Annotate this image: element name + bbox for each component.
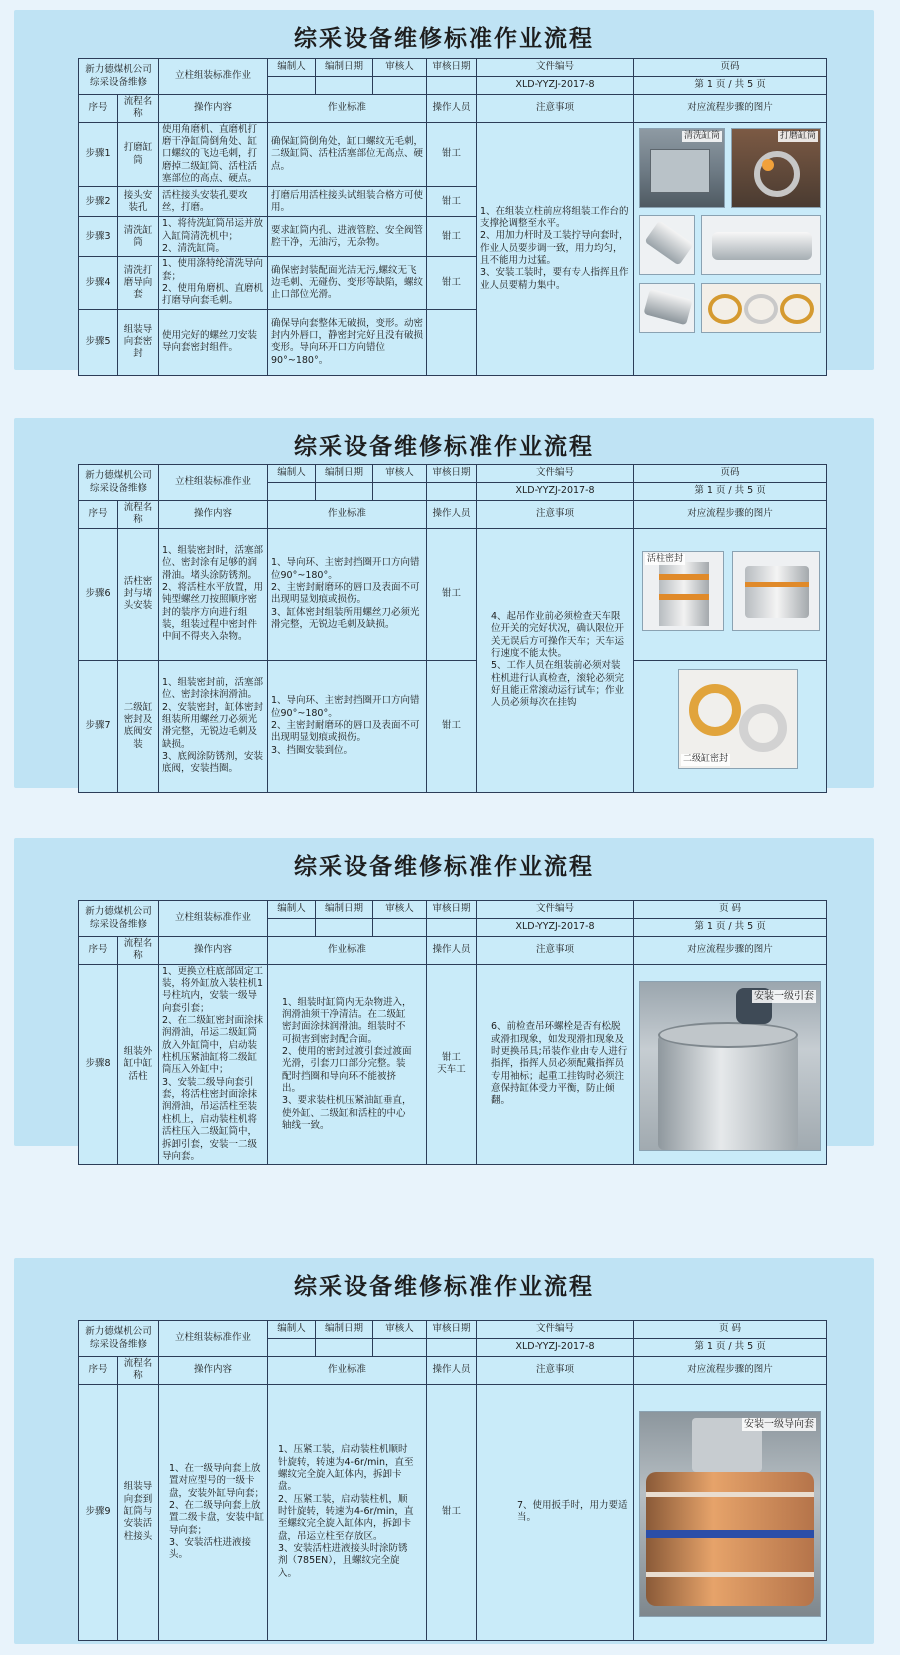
photo-guide-sleeve-1 xyxy=(639,215,695,275)
panel-1 xyxy=(14,10,874,370)
review-date-label: 审核日期 xyxy=(427,1321,477,1339)
work-name: 立柱组装标准作业 xyxy=(159,465,268,501)
company-cell: 新力德煤机公司 综采设备维修 xyxy=(79,465,159,501)
step-standard: 1、组装时缸筒内无杂物进入，润滑油须干净清洁。在二级缸密封面涂抹润滑油。组装时不可损害到密封配合面。 2、使用的密封过渡引套过渡面光滑，引套刀口部分完整。装配时挡圈和导向环不能被挤出。 3、要求装柱机压紧油缸垂直，使外缸、二级缸和活柱的中心轴线一致。 xyxy=(268,964,427,1165)
step-name: 组装外缸中缸活柱 xyxy=(118,964,159,1165)
col-standard: 作业标准 xyxy=(268,1357,427,1385)
step-operation: 1、组装密封前，活塞部位、密封涂抹润滑油。 2、安装密封，缸体密封组装所用螺丝刀必须光滑完整，无锐边毛刺及缺损。 3、底阀涂防锈剂，安装底阀，安装挡圈。 xyxy=(159,660,268,792)
col-photos: 对应流程步骤的图片 xyxy=(634,95,827,123)
photos-cell xyxy=(634,528,827,660)
photo-install-guide-sleeve xyxy=(639,981,821,1151)
doc-no: XLD-YYZJ-2017-8 xyxy=(477,77,634,95)
step-name: 打磨缸筒 xyxy=(118,122,159,187)
panel-3 xyxy=(14,838,874,1162)
photo-piston-seal xyxy=(642,551,724,631)
doc-no: XLD-YYZJ-2017-8 xyxy=(477,1339,634,1357)
editor-label: 编制人 xyxy=(268,465,316,483)
photo-label: 清洗缸筒 xyxy=(684,130,721,141)
procedure-table xyxy=(78,58,827,376)
page-label: 页 码 xyxy=(634,901,827,919)
photo-second-stage-seal xyxy=(678,669,798,769)
step-number: 步骤9 xyxy=(79,1384,118,1640)
col-operator: 操作人员 xyxy=(427,95,477,123)
panel-title: 综采设备维修标准作业流程 xyxy=(294,854,594,880)
col-operator: 操作人员 xyxy=(427,1357,477,1385)
panel-title: 综采设备维修标准作业流程 xyxy=(294,1274,594,1300)
photo-piston-head xyxy=(732,551,820,631)
procedure-table xyxy=(78,464,827,793)
editor-label: 编制人 xyxy=(268,1321,316,1339)
step-operation: 使用完好的螺丝刀安装导向套密封组件。 xyxy=(159,309,268,375)
col-process: 流程名称 xyxy=(118,95,159,123)
page-label: 页码 xyxy=(634,59,827,77)
review-date-label: 审核日期 xyxy=(427,465,477,483)
notes-cell: 7、使用扳手时，用力要适当。 xyxy=(477,1384,634,1640)
step-operator: 钳工 天车工 xyxy=(427,964,477,1165)
photo-wash-cylinder xyxy=(639,128,725,208)
page-value: 第 1 页 / 共 5 页 xyxy=(634,483,827,501)
step-name: 清洗打磨导向套 xyxy=(118,257,159,309)
work-name: 立柱组装标准作业 xyxy=(159,1321,268,1357)
col-notes: 注意事项 xyxy=(477,937,634,965)
photo-label: 安装一级导向套 xyxy=(744,1418,815,1430)
col-operation: 操作内容 xyxy=(159,1357,268,1385)
step-standard: 1、压紧工装，启动装柱机顺时针旋转，转速为4-6r/min，直至螺纹完全旋入缸体内，拆卸卡盘。 2、压紧工装，启动装柱机，顺时针旋转，转速为4-6r/min，直至螺纹完全旋入缸体内，拆卸卡盘，吊运立柱至存放区。 3、安装活柱进液接头时涂防锈剂（785EN），且螺纹完全旋入。 xyxy=(268,1384,427,1640)
col-seq: 序号 xyxy=(79,1357,118,1385)
col-process: 流程名称 xyxy=(118,937,159,965)
col-operation: 操作内容 xyxy=(159,501,268,529)
page-value: 第 1 页 / 共 5 页 xyxy=(634,919,827,937)
photo-label: 打磨缸筒 xyxy=(780,130,817,141)
company-cell: 新力德煤机公司 综采设备维修 xyxy=(79,901,159,937)
photo-label: 二级缸密封 xyxy=(683,754,729,764)
step-operator: 钳工 xyxy=(427,217,477,257)
notes-cell: 6、前检查吊环螺栓是否有松脱或滑扣现象，如发现滑扣现象及时更换吊具;吊装作业由专人进行指挥，指挥人员必须配戴指挥员专用袖标；起重工挂钩时必须注意保持缸体受力平衡，防止倾翻。 xyxy=(477,964,634,1165)
doc-no-label: 文件编号 xyxy=(477,465,634,483)
review-date-label: 审核日期 xyxy=(427,59,477,77)
step-operator xyxy=(427,309,477,375)
editor-label: 编制人 xyxy=(268,901,316,919)
editor-label: 编制人 xyxy=(268,59,316,77)
panel-2 xyxy=(14,418,874,788)
step-standard: 确保缸筒倒角处，缸口螺纹无毛刺，二级缸筒、活柱活塞部位无高点、硬点。 xyxy=(268,122,427,187)
col-standard: 作业标准 xyxy=(268,501,427,529)
step-name: 组装导向套到缸筒与安装活柱接头 xyxy=(118,1384,159,1640)
edit-date-label: 编制日期 xyxy=(316,59,373,77)
col-standard: 作业标准 xyxy=(268,937,427,965)
photos-cell xyxy=(634,1384,827,1640)
page-value: 第 1 页 / 共 5 页 xyxy=(634,1339,827,1357)
step-number: 步骤4 xyxy=(79,257,118,309)
step-number: 步骤8 xyxy=(79,964,118,1165)
procedure-table xyxy=(78,1320,827,1641)
col-standard: 作业标准 xyxy=(268,95,427,123)
photo-seal-parts-1 xyxy=(639,283,695,333)
col-operator: 操作人员 xyxy=(427,937,477,965)
photo-label: 活柱密封 xyxy=(647,553,684,564)
photos-cell xyxy=(634,660,827,792)
step-operator: 钳工 xyxy=(427,660,477,792)
col-photos: 对应流程步骤的图片 xyxy=(634,1357,827,1385)
step-standard: 要求缸筒内孔、进液管腔、安全阀管腔干净，无油污，无杂物。 xyxy=(268,217,427,257)
procedure-table xyxy=(78,900,827,1165)
step-number: 步骤5 xyxy=(79,309,118,375)
step-operation: 1、将待洗缸筒吊运并放入缸筒清洗机中； 2、清洗缸筒。 xyxy=(159,217,268,257)
doc-no: XLD-YYZJ-2017-8 xyxy=(477,483,634,501)
step-operation: 使用角磨机、直磨机打磨干净缸筒倒角处、缸口螺纹的飞边毛刺，打磨掉二级缸筒、活柱活塞部位的高点、硬点。 xyxy=(159,122,268,187)
reviewer-label: 审核人 xyxy=(373,1321,427,1339)
step-name: 活柱密封与堵头安装 xyxy=(118,528,159,660)
step-operator: 钳工 xyxy=(427,257,477,309)
doc-no-label: 文件编号 xyxy=(477,901,634,919)
step-standard: 确保导向套整体无破损，变形。动密封内外唇口，静密封完好且没有破损变形。导向环开口方向错位90°~180°。 xyxy=(268,309,427,375)
step-standard: 打磨后用活柱接头试组装合格方可使用。 xyxy=(268,187,427,217)
reviewer-label: 审核人 xyxy=(373,59,427,77)
panel-title: 综采设备维修标准作业流程 xyxy=(294,434,594,460)
step-standard: 1、导向环、主密封挡圈开口方向错位90°~180°。 2、主密封耐磨环的唇口及表面不可出现明显划痕或损伤。 3、挡圈安装到位。 xyxy=(268,660,427,792)
step-operation: 1、在一级导向套上放置对应型号的一级卡盘，安装外缸导向套； 2、在二级导向套上放置二级卡盘，安装中缸导向套； 3、安装活柱进液接头。 xyxy=(159,1384,268,1640)
step-operator: 钳工 xyxy=(427,528,477,660)
notes-cell: 1、在组装立柱前应将组装工作台的支撑抡调整至水平。 2、用加力杆时及工装拧导向套时，作业人员要步调一致，用力均匀，且不能用力过猛。 3、安装工装时，要有专人指挥且作业人员要精力集中。 xyxy=(477,122,634,375)
col-operator: 操作人员 xyxy=(427,501,477,529)
review-date-label: 审核日期 xyxy=(427,901,477,919)
step-operation: 1、更换立柱底部固定工装，将外缸放入装柱机1号柱坑内，安装一级导向套引套； 2、在二级缸密封面涂抹润滑油，吊运二级缸筒放入外缸筒中，启动装柱机压紧油缸将二级缸筒压入外缸中； 3、安装二级导向套引套，将活柱密封面涂抹润滑油，吊运活柱至装柱机上，启动装柱机将活柱压入二级缸筒中，拆卸引套，安装一二级导向套。 xyxy=(159,964,268,1165)
col-notes: 注意事项 xyxy=(477,1357,634,1385)
page-label: 页 码 xyxy=(634,1321,827,1339)
page-label: 页码 xyxy=(634,465,827,483)
notes-cell: 4、起吊作业前必须检查天车限位开关的完好状况，确认限位开关无误后方可操作天车；天车运行速度不能太快。 5、工作人员在组装前必须对装柱机进行认真检查，滚轮必须完好且能正常滚动运行试车；作业人员必须每次在挂钩 xyxy=(477,528,634,792)
doc-no-label: 文件编号 xyxy=(477,1321,634,1339)
step-number: 步骤1 xyxy=(79,122,118,187)
step-standard: 确保密封装配面光洁无污,螺纹无飞边毛刺、无碰伤、变形等缺陷，螺纹止口部位光滑。 xyxy=(268,257,427,309)
step-operation: 1、组装密封时，活塞部位、密封涂有足够的润滑油。堵头涂防锈剂。 2、将活柱水平放置，用钝型螺丝刀按照顺序密封的装序方向进行组装，组装过程中密封件中间不得夹入杂物。 xyxy=(159,528,268,660)
step-name: 组装导向套密封 xyxy=(118,309,159,375)
step-operation: 活柱接头安装孔要攻丝，打磨。 xyxy=(159,187,268,217)
col-photos: 对应流程步骤的图片 xyxy=(634,937,827,965)
step-operator: 钳工 xyxy=(427,122,477,187)
col-notes: 注意事项 xyxy=(477,95,634,123)
step-number: 步骤6 xyxy=(79,528,118,660)
photo-install-guide-sleeve xyxy=(639,1411,821,1617)
photo-label: 安装一级引套 xyxy=(754,990,815,1002)
col-notes: 注意事项 xyxy=(477,501,634,529)
edit-date-label: 编制日期 xyxy=(316,1321,373,1339)
company-cell: 新力德煤机公司 综采设备维修 xyxy=(79,1321,159,1357)
company-cell: 新力德煤机公司 综采设备维修 xyxy=(79,59,159,95)
step-operator: 钳工 xyxy=(427,1384,477,1640)
doc-no: XLD-YYZJ-2017-8 xyxy=(477,919,634,937)
photo-seal-parts-2 xyxy=(701,283,821,333)
col-seq: 序号 xyxy=(79,937,118,965)
step-name: 二级缸密封及底阀安装 xyxy=(118,660,159,792)
step-number: 步骤2 xyxy=(79,187,118,217)
col-operation: 操作内容 xyxy=(159,95,268,123)
step-number: 步骤7 xyxy=(79,660,118,792)
work-name: 立柱组装标准作业 xyxy=(159,59,268,95)
col-process: 流程名称 xyxy=(118,501,159,529)
step-name: 接头安装孔 xyxy=(118,187,159,217)
col-seq: 序号 xyxy=(79,95,118,123)
reviewer-label: 审核人 xyxy=(373,901,427,919)
edit-date-label: 编制日期 xyxy=(316,901,373,919)
panel-title: 综采设备维修标准作业流程 xyxy=(294,26,594,52)
step-number: 步骤3 xyxy=(79,217,118,257)
step-standard: 1、导向环、主密封挡圈开口方向错位90°~180°。 2、主密封耐磨环的唇口及表面不可出现明显划痕或损伤。 3、缸体密封组装所用螺丝刀必须光滑完整，无锐边毛刺及缺损。 xyxy=(268,528,427,660)
photos-cell xyxy=(634,122,827,375)
photo-grind-cylinder xyxy=(731,128,821,208)
panel-4 xyxy=(14,1258,874,1644)
col-operation: 操作内容 xyxy=(159,937,268,965)
page-value: 第 1 页 / 共 5 页 xyxy=(634,77,827,95)
step-operator: 钳工 xyxy=(427,187,477,217)
reviewer-label: 审核人 xyxy=(373,465,427,483)
photo-guide-sleeve-2 xyxy=(701,215,821,275)
col-photos: 对应流程步骤的图片 xyxy=(634,501,827,529)
photos-cell xyxy=(634,964,827,1165)
col-seq: 序号 xyxy=(79,501,118,529)
doc-no-label: 文件编号 xyxy=(477,59,634,77)
step-name: 清洗缸筒 xyxy=(118,217,159,257)
work-name: 立柱组装标准作业 xyxy=(159,901,268,937)
edit-date-label: 编制日期 xyxy=(316,465,373,483)
col-process: 流程名称 xyxy=(118,1357,159,1385)
step-operation: 1、使用涤特纶清洗导向套； 2、使用角磨机、直磨机打磨导向套毛刺。 xyxy=(159,257,268,309)
